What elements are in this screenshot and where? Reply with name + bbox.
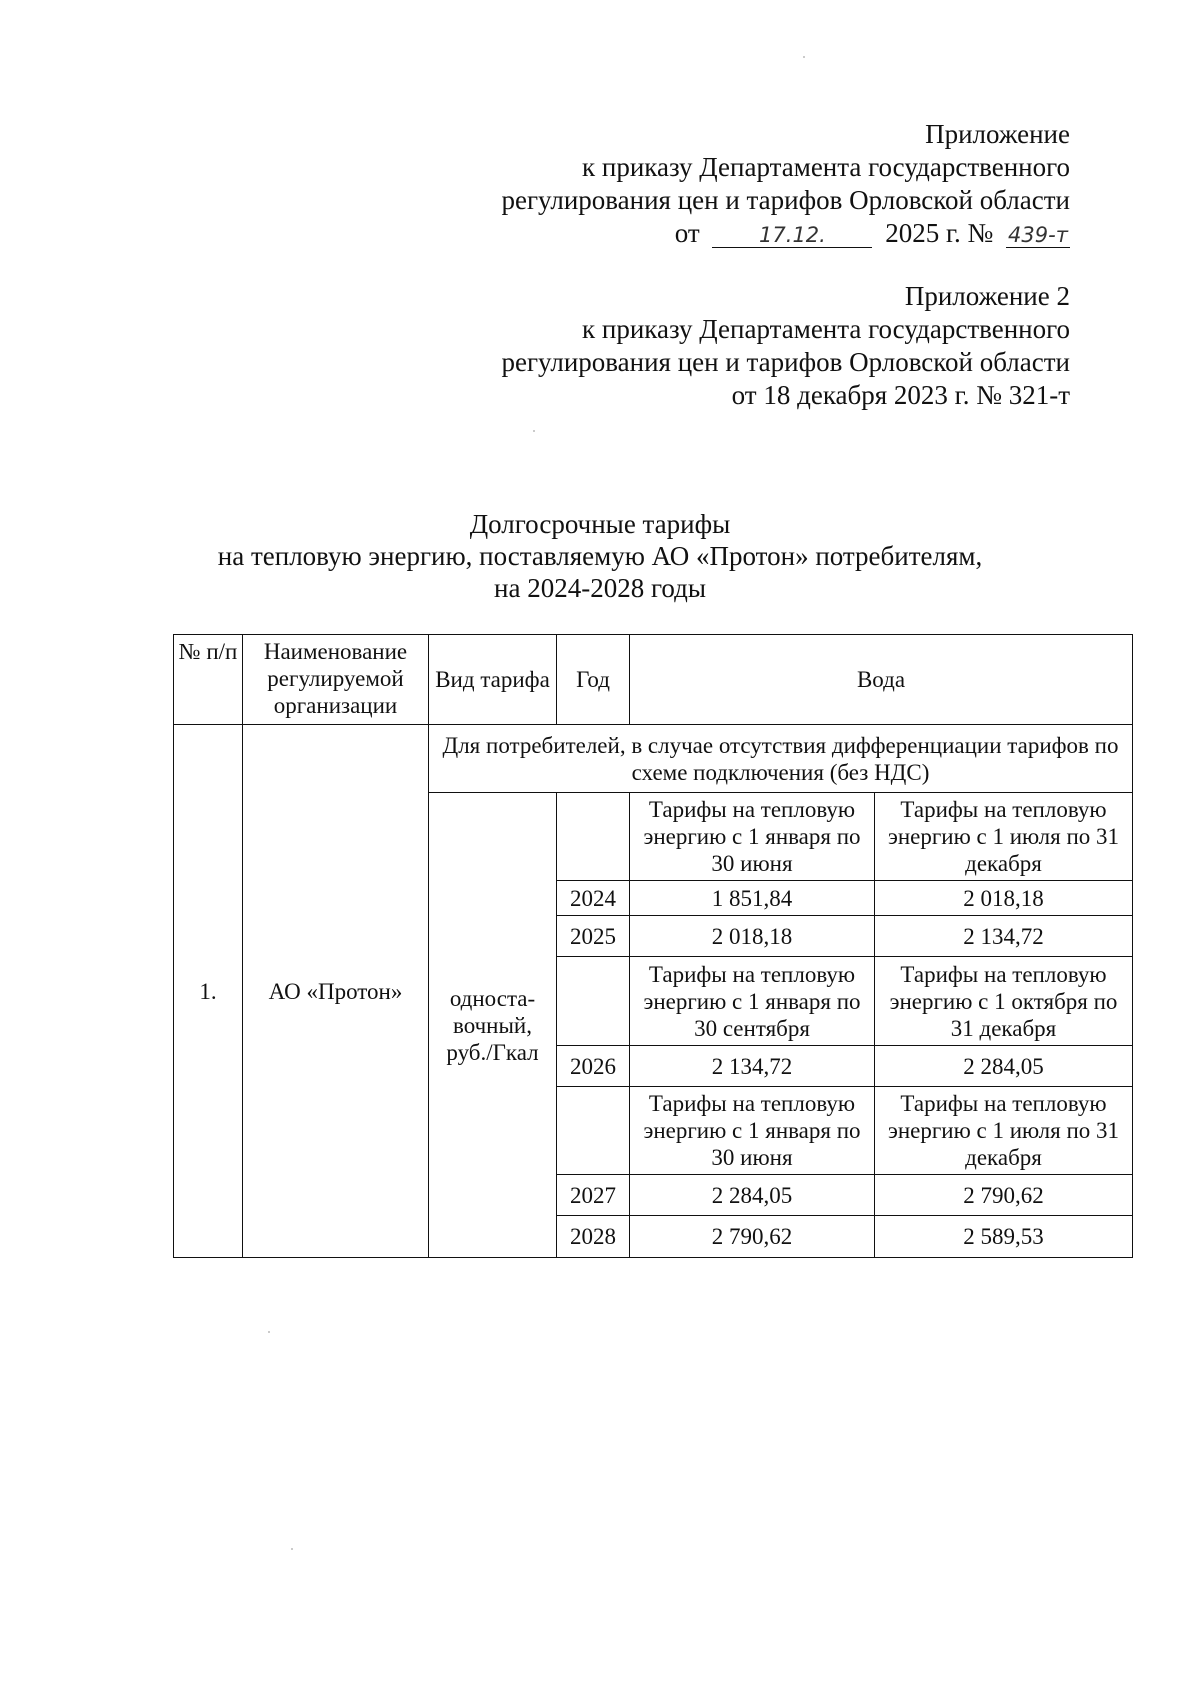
appendix-date-line <box>501 217 1070 250</box>
tariff-value: 2 284,05 <box>875 1046 1133 1087</box>
year-cell: 2024 <box>557 881 630 916</box>
scan-speck <box>803 56 805 58</box>
header-number: № п/п <box>174 635 243 725</box>
appendix2-department-line: регулирования цен и тарифов Орловской области <box>501 347 1070 377</box>
tariff-value: 2 790,62 <box>630 1216 875 1258</box>
handwritten-order-number: 439-т <box>1006 223 1070 248</box>
period-year-empty <box>557 957 630 1046</box>
header-water: Вода <box>630 635 1133 725</box>
title-line-1: Долгосрочные тарифы <box>469 509 731 539</box>
header-organization: Наименование регулируемой организации <box>243 635 429 725</box>
scan-speck <box>268 1331 270 1333</box>
appendix-header <box>501 118 1070 250</box>
period-header-second-half: Тарифы на тепловую энергию с 1 июля по 31 декабря <box>875 793 1133 881</box>
organization-name: АО «Протон» <box>243 725 429 1258</box>
title-line-2: на тепловую энергию, поставляемую АО «Протон» потребителям, <box>217 541 983 571</box>
tariff-value: 2 790,62 <box>875 1175 1133 1216</box>
tariff-value: 2 018,18 <box>875 881 1133 916</box>
title-line-3: на 2024-2028 годы <box>494 573 706 603</box>
tariff-value: 2 284,05 <box>630 1175 875 1216</box>
scan-speck <box>533 430 535 432</box>
date-prefix: от <box>674 218 700 248</box>
period-header-first-half: Тарифы на тепловую энергию с 1 января по 30 июня <box>630 1087 875 1175</box>
consumer-note: Для потребителей, в случае отсутствия дифференциации тарифов по схеме подключения (без НДС) <box>429 725 1133 793</box>
tariff-value: 2 134,72 <box>630 1046 875 1087</box>
tariff-value: 2 134,72 <box>875 916 1133 957</box>
year-cell: 2027 <box>557 1175 630 1216</box>
year-cell: 2025 <box>557 916 630 957</box>
year-number-label: 2025 г. № <box>885 218 994 248</box>
appendix2-date-line: от 18 декабря 2023 г. № 321-т <box>731 380 1070 410</box>
period-header-second-half: Тарифы на тепловую энергию с 1 июля по 31 декабря <box>875 1087 1133 1175</box>
tariff-value: 1 851,84 <box>630 881 875 916</box>
appendix-title: Приложение <box>925 119 1070 149</box>
appendix2-title: Приложение 2 <box>904 281 1070 311</box>
scan-speck <box>291 1548 293 1550</box>
tariff-value: 2 589,53 <box>875 1216 1133 1258</box>
header-year: Год <box>557 635 630 725</box>
tariff-type: односта-вочный, руб./Гкал <box>429 793 557 1258</box>
appendix2-header <box>501 280 1070 412</box>
period-header-first-half: Тарифы на тепловую энергию с 1 января по 30 сентября <box>630 957 875 1046</box>
header-tariff-type: Вид тарифа <box>429 635 557 725</box>
period-header-first-half: Тарифы на тепловую энергию с 1 января по 30 июня <box>630 793 875 881</box>
period-year-empty <box>557 793 630 881</box>
table-row <box>174 725 1133 793</box>
year-cell: 2028 <box>557 1216 630 1258</box>
appendix-order-line: к приказу Департамента государственного <box>582 152 1070 182</box>
row-number: 1. <box>174 725 243 1258</box>
appendix2-order-line: к приказу Департамента государственного <box>582 314 1070 344</box>
document-title <box>0 508 1200 604</box>
year-cell: 2026 <box>557 1046 630 1087</box>
handwritten-date: 17.12. <box>712 223 872 248</box>
tariff-table <box>173 634 1133 1258</box>
period-header-second-half: Тарифы на тепловую энергию с 1 октября по 31 декабря <box>875 957 1133 1046</box>
appendix-department-line: регулирования цен и тарифов Орловской области <box>501 185 1070 215</box>
table-header-row <box>174 635 1133 725</box>
tariff-value: 2 018,18 <box>630 916 875 957</box>
period-year-empty <box>557 1087 630 1175</box>
